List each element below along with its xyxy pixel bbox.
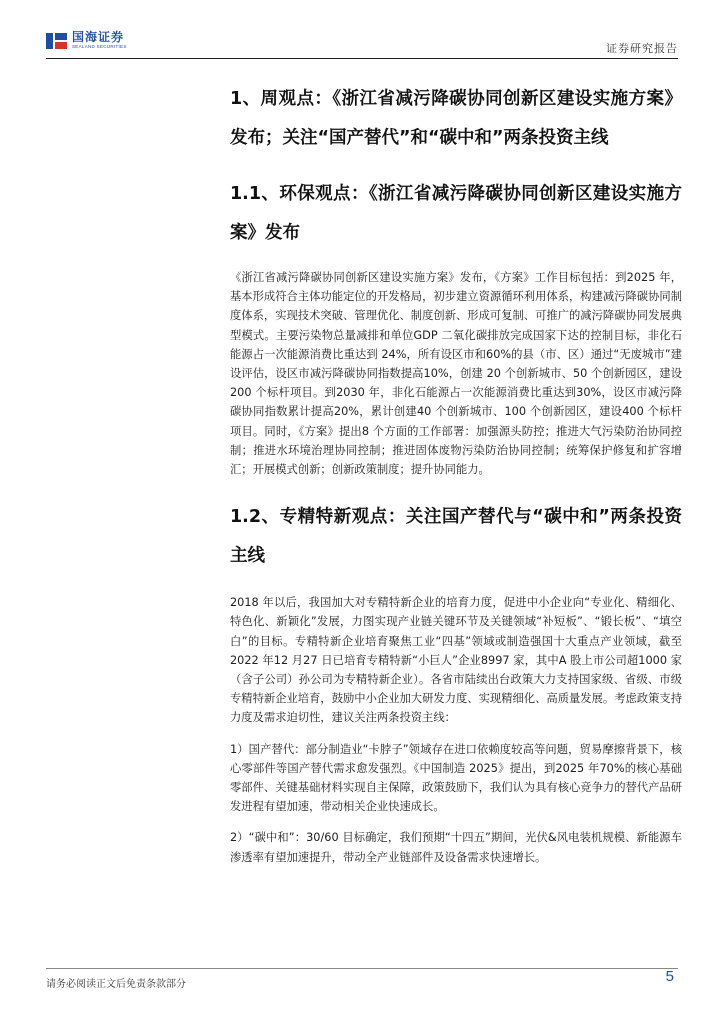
page-number: 5	[665, 968, 674, 985]
footer-disclaimer: 请务必阅读正文后免责条款部分	[46, 979, 186, 990]
section-1-2-body: 2018 年以后，我国加大对专精特新企业的培育力度，促进中小企业向“专业化、精细化、特色化、新颖化”发展，力图实现产业链关键环节及关键领域“补短板”、“锻长板”、“填空白”的目标。专精特新企业培育聚焦工业“四基”领域或制造强国十大重点产业领域，截至2022 年12 月27 日已培育专精特新“小巨人”企业8997 家，其中A 股上市公司超1000 家（含子公司）孙公司为专精特新企业）。各省市陆续出台政策大力支持国家级、省级、市级专精特新企业培育，鼓励中小企业加大研发力度、实现精细化、高质量发展。考虑政策支持力度及需求迫切性，建议关注两条投资主线：	[230, 596, 682, 725]
section-1-1-heading: 1.1、环保观点：《浙江省减污降碳协同创新区建设实施方案》发布	[230, 184, 682, 243]
investment-theme-1: 1）国产替代：部分制造业“卡脖子”领域存在进口依赖度较高等问题，贸易摩擦背景下，核心零部件等国产替代需求愈发强烈。《中国制造 2025》提出，到2025 年70%的核心基础零部件、关键基础材料实现自主保障，政策鼓励下，我们认为具有核心竞争力的替代产品研发进程有望加速，带动相关企业快速成长。	[230, 742, 682, 814]
header-divider	[46, 58, 678, 59]
investment-theme-2: 2）“碳中和”：30/60 目标确定，我们预期“十四五”期间，光伏&风电装机规模、新能源车渗透率有望加速提升，带动全产业链部件及设备需求快速增长。	[230, 831, 682, 864]
logo-mark-icon	[46, 32, 68, 50]
logo-name-en: SEALAND SECURITIES	[72, 44, 127, 49]
footer-divider	[46, 968, 678, 969]
main-content	[230, 76, 682, 867]
page-header	[0, 0, 724, 62]
company-logo	[46, 31, 127, 50]
section-1-heading: 1、周观点：《浙江省减污降碳协同创新区建设实施方案》发布；关注“国产替代”和“碳中和”两条投资主线	[230, 89, 682, 148]
section-1-2-heading: 1.2、专精特新观点：关注国产替代与“碳中和”两条投资主线	[230, 507, 682, 567]
section-1-1-body: 《浙江省减污降碳协同创新区建设实施方案》发布，《方案》工作目标包括：到2025 年，基本形成符合主体功能定位的开发格局，初步建立资源循环利用体系，构建减污降碳协同制度体系，实现技术突破、管理优化、制度创新、形成可复制、可推广的减污降碳协同发展典型模式。主要污染物总量减排和单位GDP 二氧化碳排放完成国家下达的控制目标，非化石能源占一次能源消费比重达到 24%，所有设区市和60%的县（市、区）通过“无废城市”建设评估，设区市减污降碳协同指数提高10%，创建 20 个创新城市、50 个创新园区，建设200 个标杆项目。到2030 年，非化石能源占一次能源消费比重达到30%，设区市减污降碳协同指数累计提高20%，累计创建40 个创新城市、100 个创新园区，建设400 个标杆项目。同时，《方案》提出8 个方面的工作部署：加强源头防控；推进大气污染防治协同控制；推进水环境治理协同控制；推进固体废物污染防治协同控制；统筹保护修复和扩容增汇；开展模式创新；创新政策制度；提升协同能力。	[230, 271, 682, 477]
logo-name-cn: 国海证券	[72, 30, 125, 44]
report-type-label: 证券研究报告	[606, 42, 678, 55]
